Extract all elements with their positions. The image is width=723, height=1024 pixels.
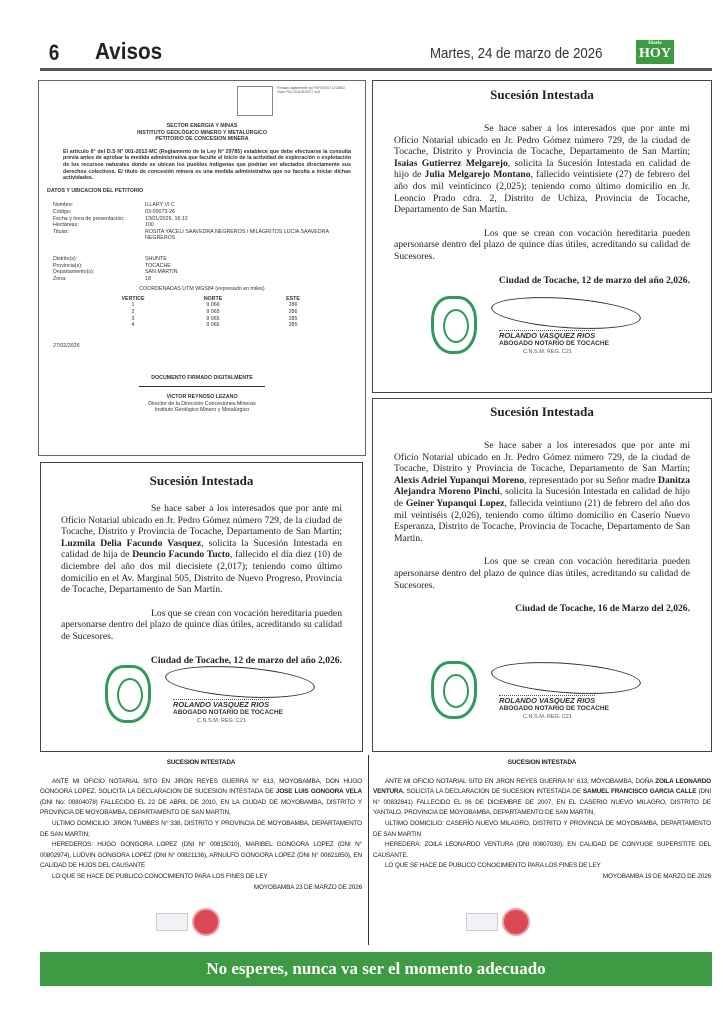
notary-name: ROLANDO VASQUEZ RIOS	[173, 700, 270, 709]
text-segment: HEREDERA: ZOILA LEONARDO VENTURA (DNI 00807030); EN CALIDAD DE CONYUGE SUPERSTITE DEL CAUSANTE.	[373, 841, 711, 859]
petitorio-notice	[38, 80, 366, 456]
coords-cell: 9 065	[206, 315, 220, 322]
field-row	[53, 229, 351, 242]
text-segment: ANTE MI OFICIO NOTARIAL SITO EN JIRON REYES GUERRA N° 613, MOYOBAMBA, DON HUGO GONGORA LOPEZ, SOLICITA LA DECLARACION DE SUCESION INTESTADA DE	[40, 777, 362, 796]
coords-cell: 1	[131, 302, 135, 309]
handwritten-signature	[164, 662, 316, 702]
notice-paragraph	[394, 123, 690, 216]
notice-closing: MOYOBAMBA 23 DE MARZO DE 2026	[253, 883, 362, 891]
text-segment: ULTIMO DOMICILIO: CASERÍO NUEVO MILAGRO, DISTRITO Y PROVINCIA DE MOYOBAMBA, DEPARTAMENTO DE SAN MARTIN	[373, 819, 711, 838]
text-segment: (DNI N° 00832841) FALLECIDO EL 06 DE DICIEMBRE DE 2007, EN EL CASERIO NUEVO MILAGRO, DISTRITO DE YANTALO, PROVINCIA DE MOYOBAMBA, DEPARTAMENTO DE SAN MARTIN,	[373, 788, 711, 817]
notary-seal-icon	[431, 661, 477, 719]
text-segment: , SOLICITA LA DECLARACION DE SUCESION INTESTADA DE	[402, 788, 583, 796]
notice-closing: Ciudad de Tocache, 16 de Marzo del 2,026.	[515, 603, 690, 615]
notary-signature-stamp	[156, 913, 188, 931]
bold-name: SAMUEL FRANCISCO GARCIA CALLE	[582, 788, 697, 796]
notary-reg: C.N.S.M. REG. C21	[523, 714, 572, 720]
doc-heading-2: INSTITUTO GEOLÓGICO MINERO Y METALÚRGICO	[137, 129, 267, 136]
text-segment: HEREDEROS: HUGO GONGORA LOPEZ (DNI N° 00815010), MARIBEL GONGORA LOPEZ (DNI N° 00802974), LUDVIN GONGORA LOPEZ (DNI N° 00821136), ARNULFO GONGORA LOPEZ (DNI N° 00821850), EN CALIDAD DE HIJOS DEL CAUSANTE	[40, 841, 362, 870]
field-row	[53, 263, 351, 270]
notice-paragraph	[373, 777, 711, 819]
text-segment: ANTE MI OFICIO NOTARIAL SITO EN JIRON REYES GUERRA N° 613, MOYOBAMBA, DOÑA	[385, 777, 656, 785]
notice-title: Sucesión Intestada	[149, 473, 254, 488]
section-title: Avisos	[95, 38, 163, 64]
notary-title: ABOGADO NOTARIO DE TOCACHE	[499, 705, 609, 712]
notice-paragraph	[394, 556, 690, 591]
notice-title: SUCESION INTESTADA	[166, 759, 236, 766]
field-value: 18	[145, 275, 151, 282]
notary-title: ABOGADO NOTARIO DE TOCACHE	[173, 709, 283, 716]
signer-role: Director de la Dirección Concesiones Mineras	[148, 400, 256, 407]
notice-paragraph	[394, 228, 690, 263]
notice-right-2	[372, 398, 712, 752]
notary-signature-stamp	[466, 913, 498, 931]
petitorio-location	[53, 256, 351, 282]
coords-cell: 286	[288, 302, 298, 309]
coords-table	[93, 296, 333, 329]
text-segment: , solicita la Sucesión Intestada en calidad de hijo de	[394, 486, 690, 509]
page-number: 6	[48, 40, 60, 65]
text-segment: , fallecido el día diez (10) de diciembre del año dos mil diecisiete (2,017); teniendo como último domicilio en el Av. Marginal 505, Distrito de Nuevo Progreso, Provincia de Tocache, Departamento de San Martín.	[61, 549, 342, 596]
notary-reg: C.N.S.M. REG. C21	[523, 349, 572, 355]
notice-paragraph	[40, 777, 362, 819]
notice-paragraph	[373, 840, 711, 861]
doc-section-title: DATOS Y UBICACION DEL PETITORIO	[47, 187, 144, 194]
petitorio-fields	[53, 202, 351, 242]
handwritten-signature	[490, 293, 642, 333]
coords-header: VERTICE	[121, 295, 145, 302]
notice-title: Sucesión Intestada	[490, 87, 594, 102]
notary-signature	[105, 665, 345, 735]
field-row	[53, 276, 351, 283]
coords-cell: 3	[131, 315, 135, 322]
field-row	[53, 256, 351, 263]
notary-seal-icon	[431, 296, 477, 354]
notary-signature	[431, 296, 671, 366]
notice-paragraph	[394, 440, 690, 544]
field-label: Departamento(s):	[53, 269, 95, 276]
field-row	[53, 269, 351, 276]
notice-paragraph	[61, 503, 342, 596]
notice-paragraph	[40, 872, 362, 883]
signer-name: VICTOR REYNOSO LEZANO	[166, 394, 238, 401]
coords-header: NORTE	[203, 295, 223, 302]
doc-heading-3: PETITORIO DE CONCESION MINERA	[155, 136, 249, 143]
field-label: Código:	[53, 208, 72, 215]
text-segment: , fallecida veintiuno (21) de febrero del año dos mil veintiséis (2,026), teniendo como último domicilio en Caserío Nuevo Esperanza, Distrito de Tocache, Provincia de Tocache, Departamento de San Martín.	[394, 497, 690, 544]
coords-cell: 285	[288, 322, 298, 329]
notice-title: Sucesión Intestada	[490, 404, 594, 419]
field-value: 13/01/2026, 16:12	[145, 215, 188, 222]
text-segment: Se hace saber a los interesados que por ante mi Oficio Notarial ubicado en Jr. Pedro Gómez número 729, de la ciudad de Tocache, Distrito y Provincia de Tocache, Departamento de San Martín;	[61, 503, 342, 538]
notice-bottom-right	[373, 758, 711, 883]
coords-cell: 9 066	[206, 322, 220, 329]
field-row	[53, 209, 351, 216]
text-segment: Se hace saber a los interesados que por ante mi Oficio Notarial ubicado en Jr. Pedro Gómez número 729, de la ciudad de Tocache, Distrito y Provincia de Tocache, Departamento de San Martín;	[394, 440, 690, 475]
notice-closing: MOYOBAMBA 19 DE MARZO DE 2026	[602, 872, 711, 880]
slogan-banner: No esperes, nunca va ser el momento adecuado	[40, 952, 712, 986]
text-segment: Se hace saber a los interesados que por ante mi Oficio Notarial ubicado en Jr. Pedro Gómez número 729, de la ciudad de Tocache, Distrito y Provincia de Tocache, Departamento de San Martín;	[394, 123, 690, 158]
bold-name: Isaias Gutierrez Melgarejo	[394, 157, 508, 169]
digital-signature-box	[237, 86, 273, 116]
notary-seal-icon	[105, 665, 151, 723]
field-row	[53, 222, 351, 229]
field-row	[53, 202, 351, 209]
bold-name: Julia Melgarejo Montano	[424, 169, 531, 181]
text-segment: , solicita la Sucesión Intestada en calidad de hija de	[61, 537, 342, 561]
notary-title: ABOGADO NOTARIO DE TOCACHE	[499, 340, 609, 347]
text-segment: ULTIMO DOMICILIO: JIRON TUMBES N° 338, DISTRITO Y PROVINCIA DE MOYOBAMBA, DEPARTAMENTO DE SAN MARTIN;	[40, 819, 362, 838]
signature-line	[139, 386, 265, 387]
text-segment: , representado por su Señor madre	[524, 474, 659, 486]
field-label: Hectáreas:	[53, 222, 79, 229]
notice-paragraph	[373, 819, 711, 840]
notice-closing: Ciudad de Tocache, 12 de marzo del año 2,026.	[150, 654, 342, 666]
field-label: Distrito(s):	[53, 255, 78, 262]
notary-seal-red	[192, 908, 220, 936]
field-label: Titular:	[53, 228, 69, 235]
notary-reg: C.N.S.M. REG. C21	[197, 718, 246, 724]
handwritten-signature	[490, 658, 642, 698]
text-segment: LO QUE SE HACE DE PUBLICO CONOCIMIENTO PARA LOS FINES DE LEY	[385, 862, 601, 870]
doc-intro: El artículo 6° del D.S N° 001-2012-MC (Reglamento de la Ley N° 29785) establece que debe efectuarse la consulta previa antes de aprobar la medida administrativa que faculte el inicio de la actividad de exploración o explotación de los recursos naturales donde se ubican los pueblos indígenas que podrían ver afectados directamente sus derechos colectivos. El título de concesión minera es una medida administrativa que no faculta a iniciar dichas actividades.	[63, 148, 351, 182]
notice-title: SUCESION INTESTADA	[507, 759, 577, 766]
issue-date: Martes, 24 de marzo de 2026	[430, 45, 603, 62]
field-label: Zona:	[53, 275, 67, 282]
field-label: Fecha y hora de presentación:	[53, 215, 125, 222]
bold-name: Alexis Adriel Yupanqui Moreno	[394, 474, 525, 486]
text-segment: Los que se crean con vocación hereditaria pueden apersonarse dentro del plazo de quince días útiles, acreditando su calidad de Sucesores.	[394, 556, 690, 591]
notary-name: ROLANDO VASQUEZ RIOS	[499, 696, 596, 705]
diario-hoy-logo	[636, 40, 674, 64]
coords-cell: 2	[131, 309, 135, 316]
notary-name: ROLANDO VASQUEZ RIOS	[499, 331, 596, 340]
digital-signature-text: Firmado digitalmente por REYNOSO LEZANO Victor FAU 20112919377 soft	[277, 86, 345, 94]
field-value: ROSITA YACELI SAAVEDRA NEGREROS / MILAGRITOS LUCIA SAAVEDRA NEGREROS	[145, 228, 329, 242]
text-segment: , fallecido veintisiete (27) de febrero del año dos mil veinticinco (2,025); teniendo como último domicilio en Jr. Leoncio Prado cdra. 2, Distrito de Uchiza, Provincia de Tocache, Departamento de San Martín.	[394, 169, 691, 216]
coords-cell: 9 065	[206, 309, 220, 316]
notice-paragraph	[40, 840, 362, 872]
coords-cell: 286	[288, 309, 298, 316]
field-value: SHUNTE	[145, 255, 167, 262]
field-label: Provincia(s):	[53, 262, 83, 269]
coords-header: ESTE	[286, 295, 300, 302]
coords-cell: 4	[131, 322, 135, 329]
notice-left	[40, 462, 363, 752]
text-segment: (DNI No: 00804078) FALLECIDO EL 22 DE ABRIL DE 2010, EN LA CIUDAD DE MOYOBAMBA, DISTRITO Y PROVINCIA DE MOYOBAMBA, DEPARTAMENTO DE SAN MARTIN,	[40, 798, 362, 817]
logo-small-text: Diario	[648, 41, 662, 46]
field-row	[53, 216, 351, 223]
field-value: 03-00073-26	[145, 208, 176, 215]
notice-right-1	[372, 80, 712, 393]
notice-paragraph	[373, 861, 711, 872]
coords-title: COORDENADAS UTM WGS84 (expresado en miles)	[139, 286, 265, 293]
text-segment: Los que se crean con vocación hereditaria pueden apersonarse dentro del plazo de quince días útiles, acreditando su calidad de Sucesores.	[394, 227, 690, 262]
bold-name: Danitza Alejandra Moreno Pinchi	[394, 474, 690, 498]
notice-bottom-left	[40, 758, 362, 893]
bold-name: Deuncio Facundo Tucto	[132, 549, 230, 561]
notary-signature	[431, 661, 671, 731]
doc-heading-1: SECTOR ENERGIA Y MINAS	[166, 123, 238, 129]
logo-big-text: HOY	[639, 46, 671, 61]
signer-org: Instituto Geológico Minero y Metalúrgico	[154, 407, 250, 414]
notice-closing: Ciudad de Tocache, 12 de marzo del año 2,026.	[498, 274, 690, 286]
bold-name: Geiner Yupanqui Lopez	[405, 497, 505, 509]
notice-paragraph	[61, 608, 342, 643]
coords-cell: 9 066	[206, 302, 220, 309]
text-segment: Los que se crean con vocación hereditaria pueden apersonarse dentro del plazo de quince días útiles, acreditando su calidad de Sucesores.	[61, 607, 342, 642]
bold-name: ZOILA LEONARDO VENTURA	[373, 777, 711, 796]
text-segment: LO QUE SE HACE DE PUBLICO CONOCIMIENTO PARA LOS FINES DE LEY	[52, 872, 268, 880]
coords-cell: 285	[288, 315, 298, 322]
signed-label: DOCUMENTO FIRMADO DIGITALMENTE	[151, 375, 253, 382]
notary-stamps	[156, 908, 220, 936]
field-value: ILLARY VI C	[145, 202, 175, 209]
field-value: TOCACHE	[145, 262, 171, 269]
field-value: SAN MARTIN	[145, 269, 178, 276]
bold-name: Luzmila Delia Facundo Vasquez	[61, 537, 202, 549]
notice-paragraph	[40, 819, 362, 840]
doc-date: 27/02/2026	[53, 342, 80, 349]
field-label: Nombre:	[53, 202, 74, 209]
text-segment: , solicita la Sucesión Intestada en calidad de hijo de	[394, 157, 690, 181]
field-value: 100	[145, 222, 154, 229]
header-rule	[40, 68, 712, 71]
notary-seal-red	[502, 908, 530, 936]
notary-stamps	[466, 908, 530, 936]
bottom-divider	[368, 755, 369, 945]
bold-name: JOSE LUIS GONGORA VELA	[275, 788, 362, 796]
